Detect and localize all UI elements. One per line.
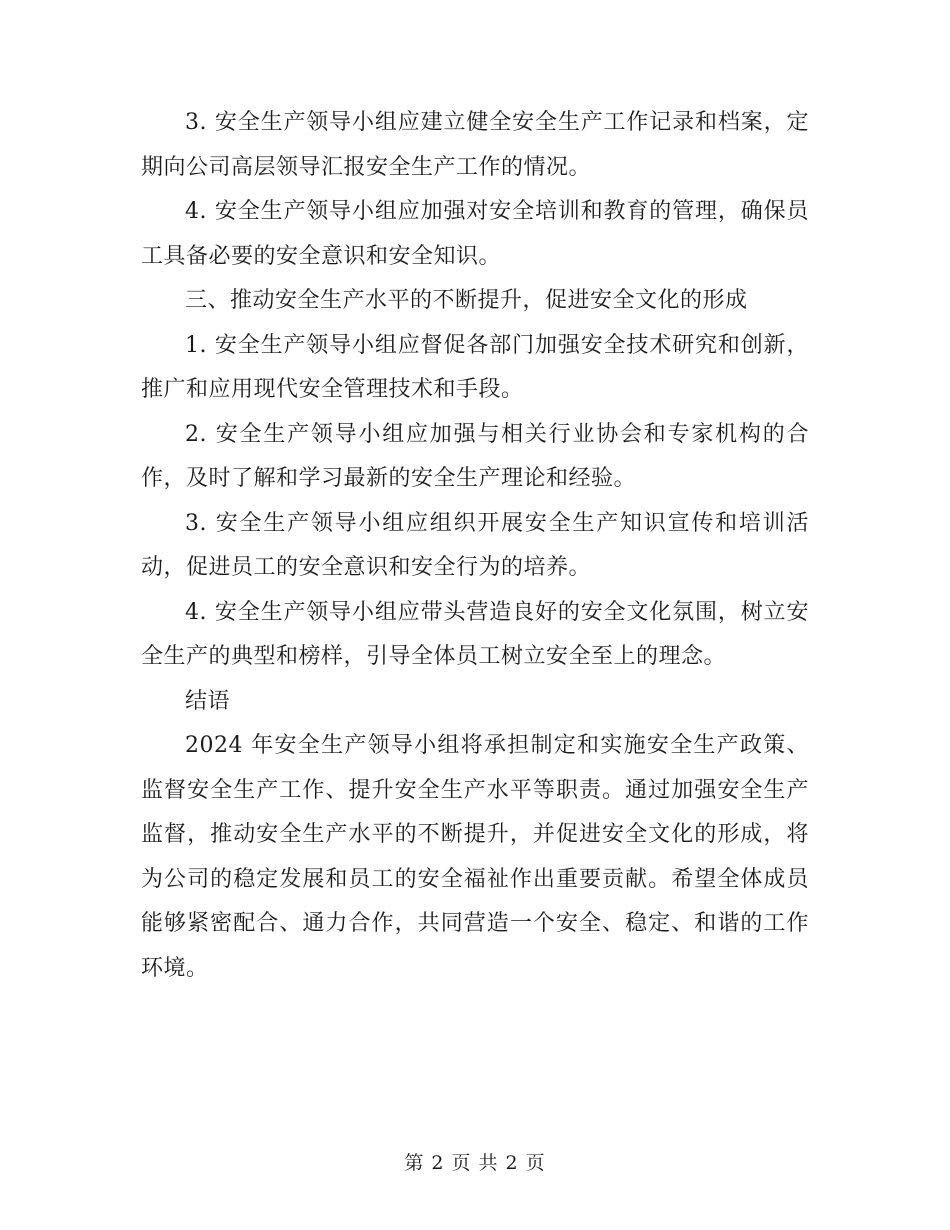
page-number-footer: 第 2 页 共 2 页 — [404, 1152, 546, 1174]
conclusion-heading: 结语 — [185, 688, 231, 714]
paragraph-item-2-cooperation: 2. 安全生产领导小组应加强与相关行业协会和专家机构的合作，及时了解和学习最新的安全生产理论和经验。 — [141, 421, 809, 491]
document-body — [141, 101, 809, 991]
paragraph-item-4-culture: 4. 安全生产领导小组应带头营造良好的安全文化氛围，树立安全生产的典型和榜样，引导全体员工树立安全至上的理念。 — [141, 599, 809, 669]
section-heading-3: 三、推动安全生产水平的不断提升，促进安全文化的形成 — [185, 288, 748, 313]
conclusion-paragraph: 2024 年安全生产领导小组将承担制定和实施安全生产政策、监督安全生产工作、提升安全生产水平等职责。通过加强安全生产监督，推动安全生产水平的不断提升，并促进安全文化的形成，将为公司的稳定发展和员工的安全福祉作出重要贡献。希望全体成员能够紧密配合、通力合作，共同营造一个安全、稳定、和谐的工作环境。 — [141, 733, 809, 981]
paragraph-item-3-records: 3. 安全生产领导小组应建立健全安全生产工作记录和档案，定期向公司高层领导汇报安全生产工作的情况。 — [141, 110, 809, 180]
paragraph-item-3-publicity: 3. 安全生产领导小组应组织开展安全生产知识宣传和培训活动，促进员工的安全意识和安全行为的培养。 — [141, 510, 809, 580]
paragraph-item-4-training: 4. 安全生产领导小组应加强对安全培训和教育的管理，确保员工具备必要的安全意识和安全知识。 — [141, 199, 809, 269]
paragraph-item-1-research: 1. 安全生产领导小组应督促各部门加强安全技术研究和创新，推广和应用现代安全管理技术和手段。 — [141, 332, 809, 402]
